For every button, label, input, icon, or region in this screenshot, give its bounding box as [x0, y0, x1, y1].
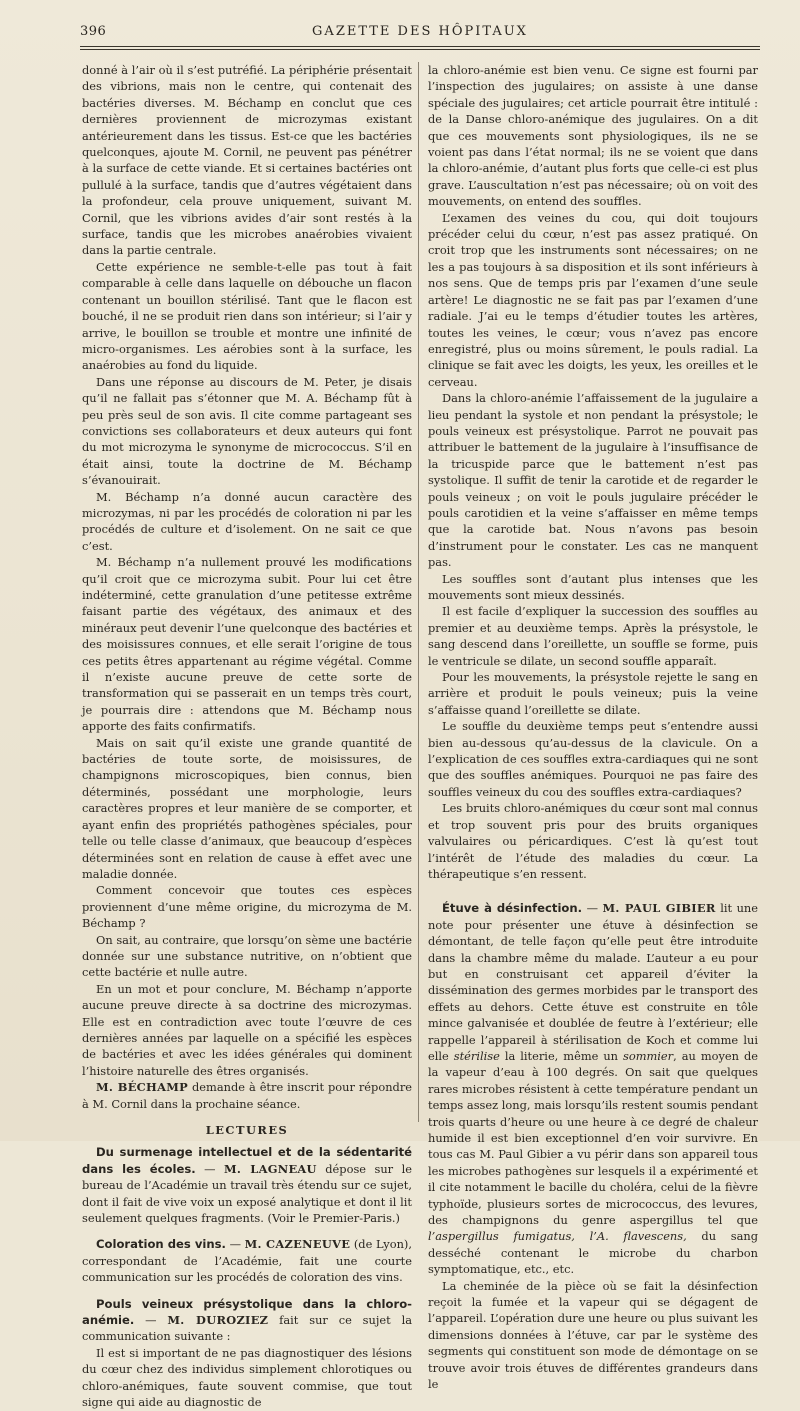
lecture-text: (de Lyon), correspondant de l’Académie, fait une courte communication sur les procédés de coloration des vins. [82, 1237, 412, 1285]
text-segment: , au moyen de la vapeur d’eau à 100 degrés. On sait que quelques rares microbes résistent à cette température pendant un temps assez long, mais lorsqu’ils restent soumis pendant trois quarts d’heure ou une heure à ce degré de chaleur humide il est bien exceptionnel d’en voir survivre. En tous cas M. Paul Gibier a vu périr dans son appareil tous les microbes pathogènes sur lesquels il a expérimenté et il cite notamment le bacille du choléra, celui de la fièvre typhoïde, plusieurs sortes de micrococcus, des levures, des champignons du genre aspergillus tel que [428, 1048, 758, 1228]
separator: — [225, 1237, 245, 1252]
lecture-entry [82, 1236, 412, 1285]
paragraph: la chloro-anémie est bien venu. Ce signe est fourni par l’inspection des jugulaires; on assiste à une danse spéciale des jugulaires; cet article pourrait être intitulé : de la Danse chloro-anémique des jugulaires. On a dit que ces mouvements sont physiologiques, ils ne se voient pas dans l’état normal; ils ne se voient que dans la chloro-anémie, d’autant plus forts que celle-ci est plus grave. L’auscultation n’est pas nécessaire; où on voit des mouvements, on entend des souffles. [428, 63, 758, 209]
paragraph: Le souffle du deuxième temps peut s’entendre aussi bien au-dessous qu’au-dessus de la clavicule. On a l’explication de ces souffles extra-cardiaques qui ne sont que des souffles anémiques. Pourquoi ne pas faire des souffles veineux du cou des souffles extra-cardiaques? [428, 719, 758, 799]
paragraph: donné à l’air où il s’est putréfié. La périphérie présentait des vibrions, mais non le centre, qui contenait des bactéries diverses. M. Béchamp en conclut que ces dernières proviennent de microzymas existant antérieurement dans les tissus. Est-ce que les bactéries quelconques, ajoute M. Cornil, ne peuvent pas pénétrer à la surface de cette viande. Et si certaines bactéries ont pullulé à la surface, tandis que d’autres végétaient dans la profondeur, cela prouve uniquement, suivant M. Cornil, que les vibrions avides d’air sont restés à la surface, tandis que les microbes anaérobies vivaient dans la partie centrale. [82, 63, 412, 258]
journal-title: GAZETTE DES HÔPITAUX [312, 24, 528, 39]
paragraph: Cette expérience ne semble-t-elle pas tout à fait comparable à celle dans laquelle on débouche un flacon contenant un bouillon stérilisé. Tant que le flacon est bouché, il ne se produit rien dans son intérieur; si l’air y arrive, le bouillon se trouble et montre une infinité de micro-organismes. Les aérobies sont à la surface, les anaérobies au fond du liquide. [82, 259, 412, 373]
running-head [80, 24, 760, 44]
paragraph: Pour les mouvements, la présystole rejette le sang en arrière et produit le pouls veineux; puis la veine s’affaisse quand l’oreillette se dilate. [428, 670, 758, 717]
italic-term: stérilise [453, 1048, 500, 1063]
italic-term: sommier [622, 1048, 674, 1063]
separator: — [582, 901, 603, 916]
section-heading-lectures: LECTURES [205, 1123, 289, 1137]
text-segment: lit une note pour présenter une étuve à désinfection se démontant, de telle façon qu’elle peut être introduite dans la chambre même du malade. L’auteur a eu pour but en construisant cet appareil d’éviter la dissémination des germes morbides par le transport des effets au dehors. Cette étuve est construite en tôle mince galvanisée et doublée de feutre à l’extérieur; elle rappelle l’appareil à stérilisation de Koch et comme lui elle [428, 901, 758, 1063]
page-number: 396 [80, 24, 107, 39]
separator: — [195, 1161, 224, 1176]
text-segment: la literie, même un [499, 1048, 623, 1063]
author-name: M. PAUL GIBIER [602, 901, 716, 916]
paragraph: Dans la chloro-anémie l’affaissement de la jugulaire a lieu pendant la systole et non pendant la présystole; le pouls veineux est présystolique. Parrot ne pouvait pas attribuer le battement de la jugulaire à l’insuffisance de la tricuspide parce que le battement n’est pas systolique. Il suffit de tenir la carotide et de regarder le pouls veineux ; on voit le pouls jugulaire précéder le pouls carotidien et la veine s’affaisser en même temps que la carotide bat. Nous n’avons pas besoin d’instrument pour le constater. Les cas ne manquent pas. [428, 391, 758, 570]
paragraph: Les bruits chloro-anémiques du cœur sont mal connus et trop souvent pris pour des bruits organiques valvulaires ou péricardiques. C’est là qu’est tout l’intérêt de l’étude des maladies du cœur. La thérapeutique s’en ressent. [428, 801, 758, 881]
paragraph: Il est facile d’expliquer la succession des souffles au premier et au deuxième temps. Après la présystole, le sang descend dans l’oreillette, un souffle se forme, puis le ventricule se dilate, un second souffle apparaît. [428, 604, 758, 668]
paragraph [82, 1079, 412, 1112]
italic-term: l’aspergillus fumigatus, l’A. flavescens, [428, 1229, 687, 1244]
communication-title: Étuve à désinfection. [442, 901, 583, 916]
lecture-title: Du surmenage intellectuel et de la sédentarité dans les écoles. [82, 1145, 412, 1176]
paragraph: On sait, au contraire, que lorsqu’on sème une bactérie donnée sur une substance nutritive, on n’obtient que cette bactérie et nulle autre. [82, 932, 412, 980]
paragraph: Dans une réponse au discours de M. Peter, je disais qu’il ne fallait pas s’étonner que M. A. Béchamp fût à peu près seul de son avis. Il cite comme partageant ses convictions ses collaborateurs et deux auteurs qui font du mot microzyma le synonyme de micrococcus. S’il en était ainsi, toute la doctrine de M. Béchamp s’évanouirait. [82, 374, 412, 488]
header-rule-top [80, 46, 760, 47]
author-name: M. DUROZIEZ [167, 1313, 269, 1328]
text-segment: du sang desséché contenant le microbe du charbon symptomatique, etc., etc. [428, 1229, 758, 1277]
author-name: M. BÉCHAMP [96, 1080, 189, 1095]
separator: — [134, 1313, 168, 1328]
lecture-title: Pouls veineux présystolique dans la chloro-anémie. [82, 1296, 412, 1328]
header-rule-bottom [80, 49, 760, 50]
paragraph: L’examen des veines du cou, qui doit toujours précéder celui du cœur, n’est pas assez pratiqué. On croit trop que les instruments sont nécessaires; on ne les a pas toujours à sa disposition et ils sont inférieurs à nos sens. Que de temps pris par l’examen d’une seule artère! Le diagnostic ne se fait pas par l’examen d’une radiale. J’ai eu le temps d’étudier toutes les artères, toutes les veines, le cœur; vous n’avez pas encore enregistré, plus ou moins sûrement, le pouls radial. La clinique se fait avec les doigts, les yeux, les oreilles et le cerveau. [428, 210, 758, 389]
paragraph: M. Béchamp n’a nullement prouvé les modifications qu’il croit que ce microzyma subit. Pour lui cet être indéterminé, cette granulation d’une petitesse extrême faisant partie des végétaux, des animaux et des minéraux peut devenir l’une quelconque des bactéries et des moisissures connues, et elle serait l’origine de tous ces petits êtres appartenant au régime végétal. Comme il n’existe aucune preuve de cette sorte de transformation qui se passerait en un temps très court, je pourrais dire : attendons que M. Béchamp nous apporte des faits confirmatifs. [82, 555, 412, 734]
paragraph-text: demande à être inscrit pour répondre à M. Cornil dans la prochaine séance. [82, 1080, 413, 1111]
paragraph: Les souffles sont d’autant plus intenses que les mouvements sont mieux dessinés. [428, 571, 758, 602]
lecture-text: fait sur ce sujet la communication suivante : [82, 1313, 413, 1344]
column-divider [418, 62, 419, 1122]
author-name: M. CAZENEUVE [244, 1237, 351, 1252]
right-column [428, 62, 758, 1392]
paragraph: En un mot et pour conclure, M. Béchamp n’apporte aucune preuve directe à sa doctrine des microzymas. Elle est en contradiction avec toute l’œuvre de ces dernières années par laquelle on a spécifié les espèces de bactéries et avec les idées générales qui dominent l’histoire naturelle des êtres organisés. [82, 981, 412, 1078]
lecture-entry [82, 1296, 412, 1345]
paragraph: Mais on sait qu’il existe une grande quantité de bactéries de toute sorte, de moisissures, de champignons microscopiques, bien connus, bien déterminés, possédant une morphologie, leurs caractères propres et leur manière de se comporter, et ayant enfin des propriétés pathogènes spéciales, pour telle ou telle classe d’animaux, que beaucoup d’espèces déterminées sont en relation de cause à effet avec une maladie donnée. [82, 735, 412, 881]
paragraph: M. Béchamp n’a donné aucun caractère des microzymas, ni par les procédés de coloration ni par les procédés de culture et d’isolement. On ne sait ce que c’est. [82, 489, 412, 553]
author-name: M. LAGNEAU [223, 1161, 317, 1176]
lecture-title: Coloration des vins. [96, 1237, 226, 1252]
communication-entry [428, 900, 758, 1277]
left-column [82, 62, 413, 1410]
lecture-text: dépose sur le bureau de l’Académie un travail très étendu sur ce sujet, dont il fait de vive voix un exposé analytique et dont il lit seulement quelques fragments. (Voir le Premier-Paris.) [82, 1161, 412, 1226]
paragraph: Il est si important de ne pas diagnostiquer des lésions du cœur chez des individus simplement chlorotiques ou chloro-anémiques, faute souvent commise, que tout signe qui aide au diagnostic de [82, 1345, 412, 1410]
paragraph: La cheminée de la pièce où se fait la désinfection reçoit la fumée et la vapeur qui se dégagent de l’appareil. L’opération dure une heure ou plus suivant les dimensions données à l’étuve, car par le système des segments qui constituent son mode de démontage on se trouve avoir trois étuves de différentes grandeurs dans le [428, 1278, 758, 1392]
paragraph: Comment concevoir que toutes ces espèces proviennent d’une même origine, du microzyma de M. Béchamp ? [82, 883, 412, 931]
lecture-entry [82, 1144, 412, 1226]
